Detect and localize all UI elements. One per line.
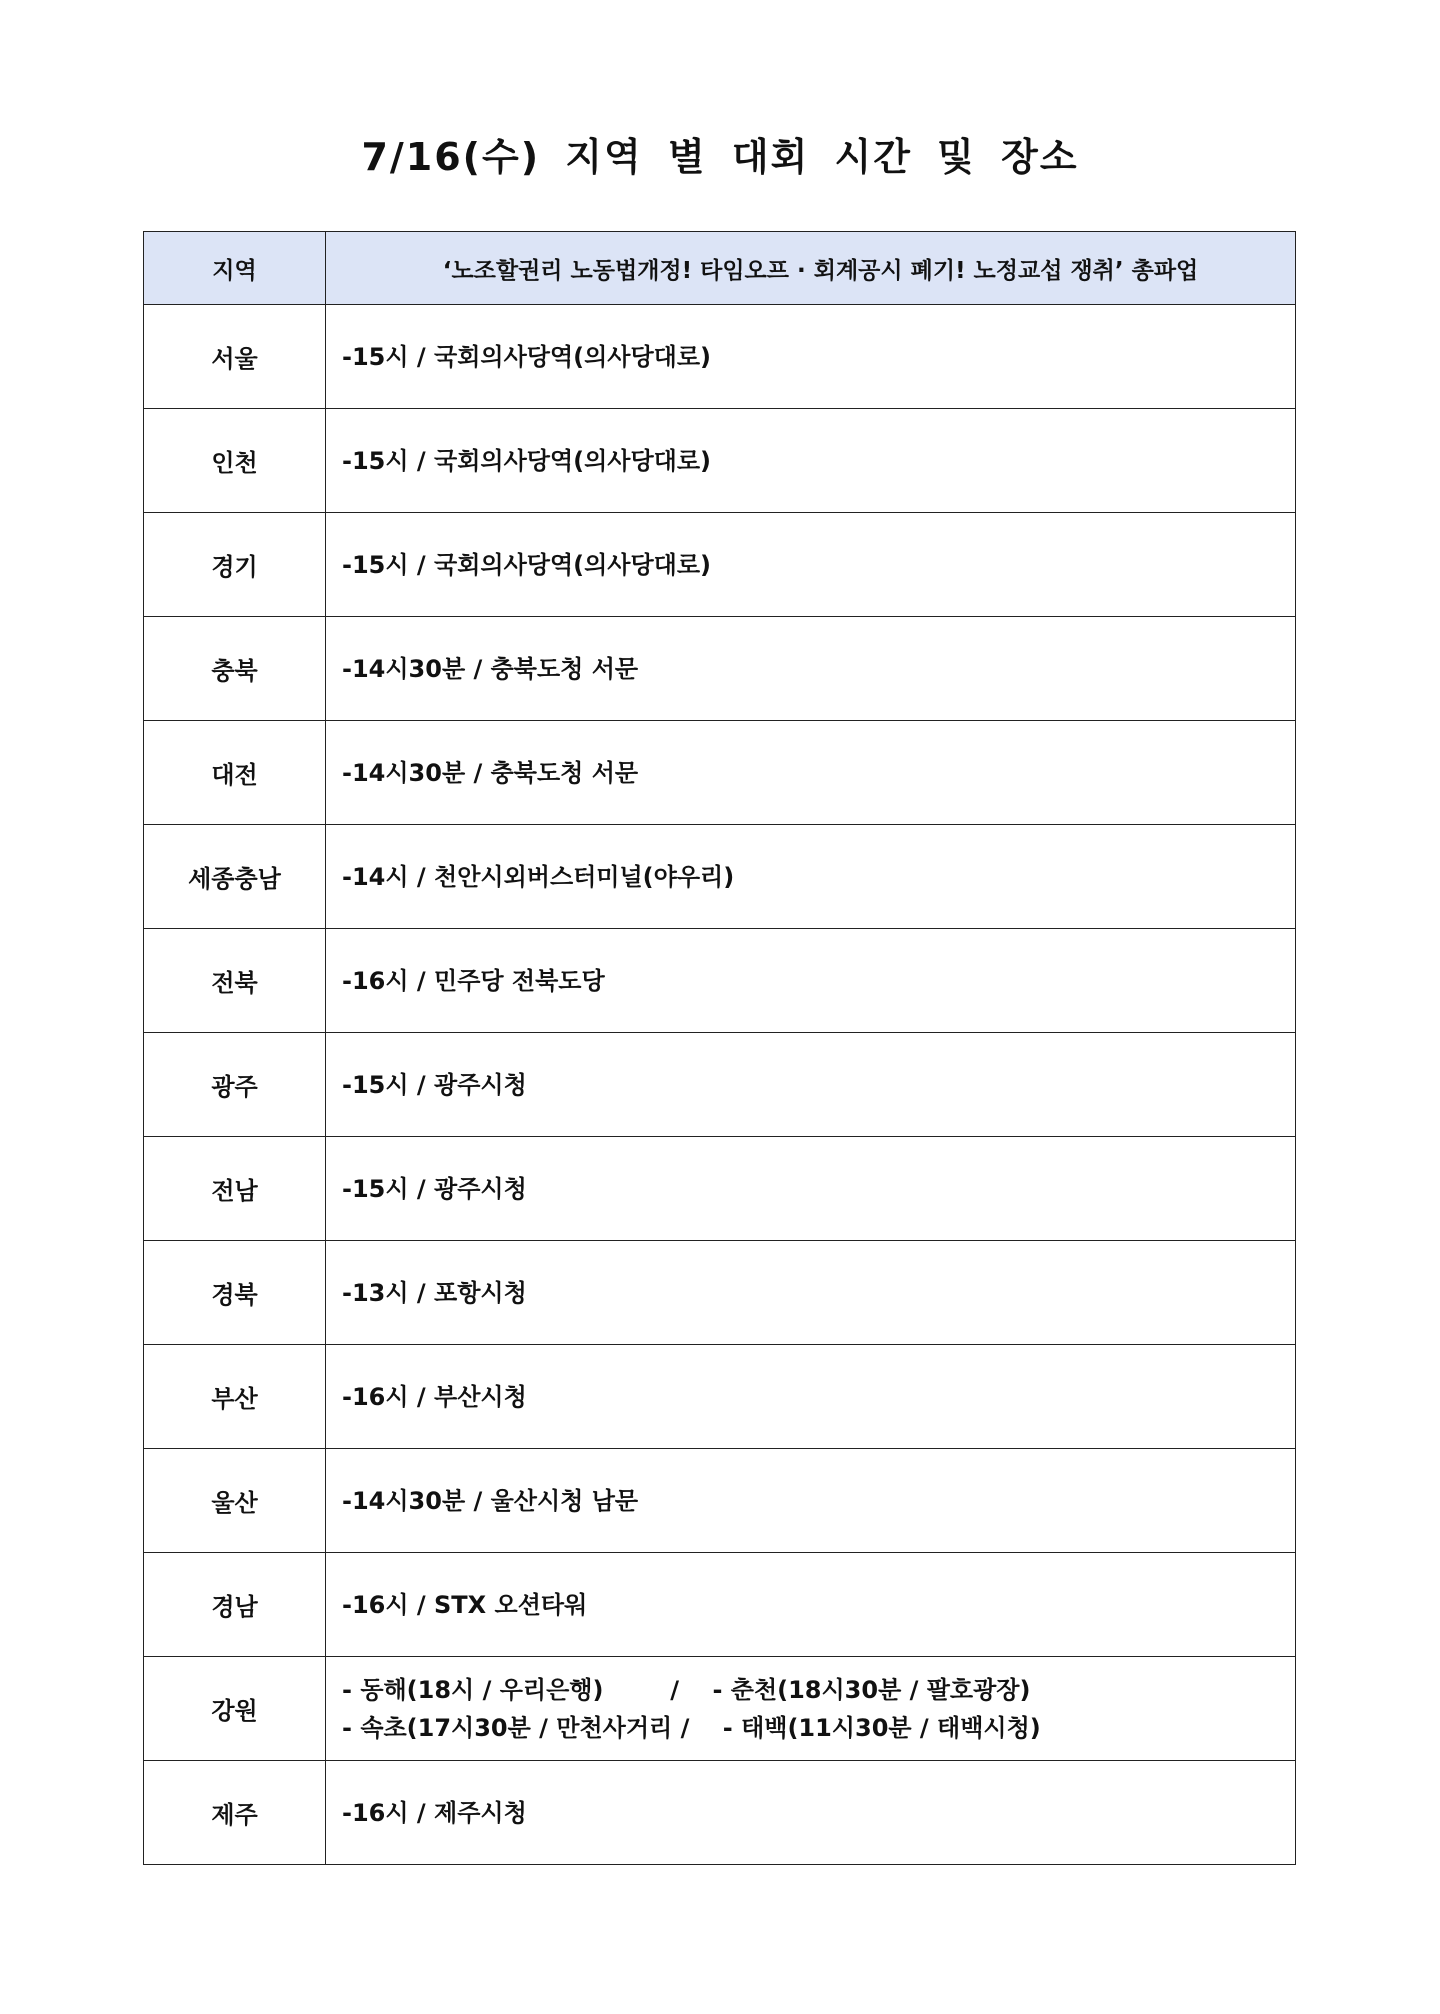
region-cell: 경북 [144,1241,326,1345]
info-line: -15시 / 광주시청 [342,1070,527,1099]
region-cell: 광주 [144,1033,326,1137]
table-row [144,1761,1296,1865]
region-cell: 울산 [144,1449,326,1553]
info-line: - 속초(17시30분 / 만천사거리 / - 태백(11시30분 / 태백시청) [342,1713,1041,1742]
info-line: -16시 / STX 오션타워 [342,1590,588,1619]
info-line: -15시 / 국회의사당역(의사당대로) [342,550,711,579]
table-row [144,1241,1296,1345]
info-line: -14시30분 / 충북도청 서문 [342,758,639,787]
table-row [144,513,1296,617]
table-row [144,1657,1296,1761]
info-cell [326,1553,1296,1657]
region-cell: 부산 [144,1345,326,1449]
region-cell: 경기 [144,513,326,617]
table-row [144,1449,1296,1553]
schedule-table [143,231,1296,1865]
table-row [144,721,1296,825]
table-row [144,409,1296,513]
region-column-header: 지역 [144,232,326,305]
info-cell [326,721,1296,825]
table-body [144,305,1296,1865]
table-row [144,617,1296,721]
info-line: -14시30분 / 충북도청 서문 [342,654,639,683]
region-cell: 서울 [144,305,326,409]
info-line: -14시30분 / 울산시청 남문 [342,1486,639,1515]
info-line: - 동해(18시 / 우리은행) / - 춘천(18시30분 / 팔호광장) [342,1675,1031,1704]
info-cell [326,617,1296,721]
info-line: -16시 / 제주시청 [342,1798,527,1827]
info-line: -15시 / 광주시청 [342,1174,527,1203]
table-row [144,1033,1296,1137]
table-row [144,1553,1296,1657]
table-header-row [144,232,1296,305]
info-cell [326,409,1296,513]
info-cell [326,1761,1296,1865]
region-cell: 충북 [144,617,326,721]
info-line: -15시 / 국회의사당역(의사당대로) [342,342,711,371]
region-cell: 경남 [144,1553,326,1657]
info-cell [326,1345,1296,1449]
table-row [144,929,1296,1033]
region-cell: 세종충남 [144,825,326,929]
region-cell: 전북 [144,929,326,1033]
region-cell: 제주 [144,1761,326,1865]
info-cell [326,929,1296,1033]
info-cell [326,1449,1296,1553]
info-line: -15시 / 국회의사당역(의사당대로) [342,446,711,475]
table-row [144,825,1296,929]
info-line: -16시 / 부산시청 [342,1382,527,1411]
info-cell [326,305,1296,409]
region-cell: 인천 [144,409,326,513]
info-cell [326,1137,1296,1241]
region-cell: 대전 [144,721,326,825]
info-cell [326,1241,1296,1345]
table-row [144,1345,1296,1449]
info-line: -16시 / 민주당 전북도당 [342,966,605,995]
table-row [144,305,1296,409]
table-row [144,1137,1296,1241]
info-cell [326,825,1296,929]
info-column-header: ‘노조할권리 노동법개정! 타임오프 · 회계공시 폐기! 노정교섭 쟁취’ 총파업 [326,232,1296,305]
region-cell: 전남 [144,1137,326,1241]
info-cell [326,1033,1296,1137]
info-line: -14시 / 천안시외버스터미널(야우리) [342,862,735,891]
region-cell: 강원 [144,1657,326,1761]
info-cell [326,1657,1296,1761]
info-cell [326,513,1296,617]
page-title: 7/16(수) 지역 별 대회 시간 및 장소 [361,135,1079,179]
info-line: -13시 / 포항시청 [342,1278,527,1307]
